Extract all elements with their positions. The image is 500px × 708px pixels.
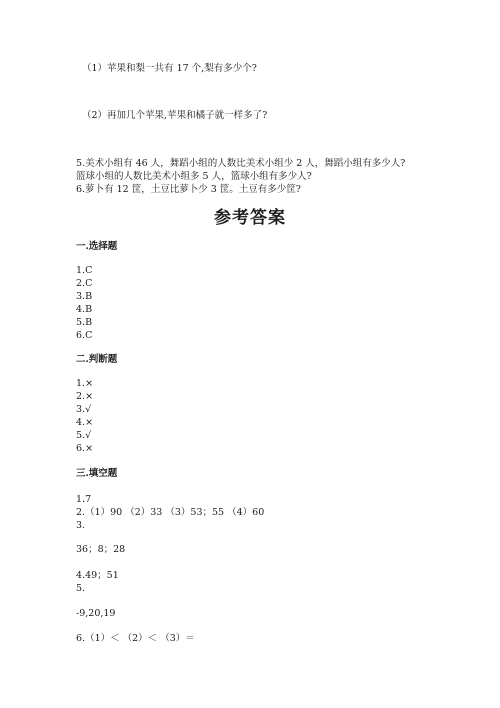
judge-answer: 1.× bbox=[76, 378, 94, 389]
choice-answer: 6.C bbox=[76, 330, 93, 341]
choice-answer: 3.B bbox=[76, 291, 93, 302]
judge-section-heading: 二.判断题 bbox=[76, 354, 118, 365]
fill-answer: 6.（1）＜ （2）＜ （3）＝ bbox=[76, 633, 195, 644]
choice-answer: 2.C bbox=[76, 278, 93, 289]
fill-section-heading: 三.填空题 bbox=[76, 468, 118, 479]
choice-answer: 5.B bbox=[76, 317, 93, 328]
judge-answer: 2.× bbox=[76, 391, 94, 402]
choice-section-heading: 一.选择题 bbox=[76, 241, 118, 252]
fill-answer: 2.（1）90 （2）33 （3）53；55 （4）60 bbox=[76, 507, 265, 518]
choice-answer: 4.B bbox=[76, 304, 93, 315]
judge-answer: 6.× bbox=[76, 443, 94, 454]
problem-5-line-2: 篮球小组的人数比美术小组多 5 人，篮球小组有多少人? bbox=[76, 171, 312, 182]
choice-answer: 1.C bbox=[76, 265, 93, 276]
fill-answer: 5. bbox=[76, 583, 86, 594]
judge-answer: 5.√ bbox=[76, 430, 92, 441]
question-1: （1）苹果和梨一共有 17 个,梨有多少个? bbox=[82, 63, 257, 74]
judge-answer: 4.× bbox=[76, 417, 94, 428]
fill-answer: 36；8；28 bbox=[76, 544, 126, 555]
problem-5-line-1: 5.美术小组有 46 人，舞蹈小组的人数比美术小组少 2 人，舞蹈小组有多少人? bbox=[76, 158, 406, 169]
question-2: （2）再加几个苹果,苹果和橘子就一样多了? bbox=[82, 110, 268, 121]
answer-key-title: 参考答案 bbox=[214, 208, 286, 228]
problem-6: 6.萝卜有 12 筐，土豆比萝卜少 3 筐。土豆有多少筐? bbox=[76, 184, 301, 195]
fill-answer: 1.7 bbox=[76, 494, 92, 505]
fill-answer: 4.49；51 bbox=[76, 570, 119, 581]
fill-answer: -9,20,19 bbox=[76, 608, 116, 619]
fill-answer: 3. bbox=[76, 520, 86, 531]
judge-answer: 3.√ bbox=[76, 404, 92, 415]
